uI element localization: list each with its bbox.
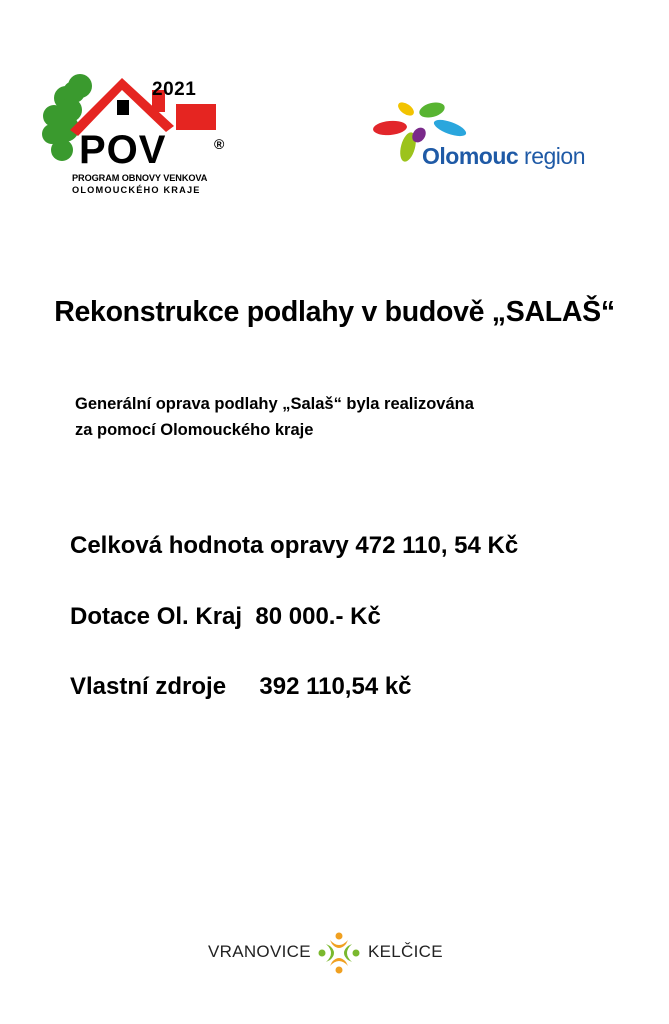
olomouc-name-bold: Olomouc (422, 143, 519, 169)
paragraph-line2: za pomocí Olomouckého kraje (75, 421, 314, 439)
olomouc-name-light: region (518, 143, 585, 169)
own-resources-line: Vlastní zdroje 392 110,54 kč (70, 673, 412, 700)
olomouc-region-logo (370, 95, 610, 175)
pov-logo (40, 68, 240, 198)
pov-subtitle-line1: PROGRAM OBNOVY VENKOVA (72, 173, 208, 183)
paragraph-line1: Generální oprava podlahy „Salaš“ byla realizována (75, 395, 474, 413)
pov-subtitle-line2: OLOMOUCKÉHO KRAJE (72, 185, 201, 195)
pov-year: 2021 (152, 79, 197, 100)
footer-left-text: VRANOVICE (208, 942, 311, 961)
total-cost-line: Celková hodnota opravy 472 110, 54 Kč (70, 532, 519, 559)
footer-right-text: KELČICE (368, 942, 443, 961)
subsidy-line: Dotace Ol. Kraj 80 000.- Kč (70, 603, 381, 630)
registered-mark: ® (214, 136, 225, 152)
figures-circle-icon (316, 930, 362, 976)
page-title: Rekonstrukce podlahy v budově „SALAŠ“ (54, 296, 615, 328)
pov-wordmark: POV (79, 128, 167, 172)
vranovice-kelcice-logo (208, 928, 448, 978)
olomouc-region-wordmark (422, 143, 585, 170)
